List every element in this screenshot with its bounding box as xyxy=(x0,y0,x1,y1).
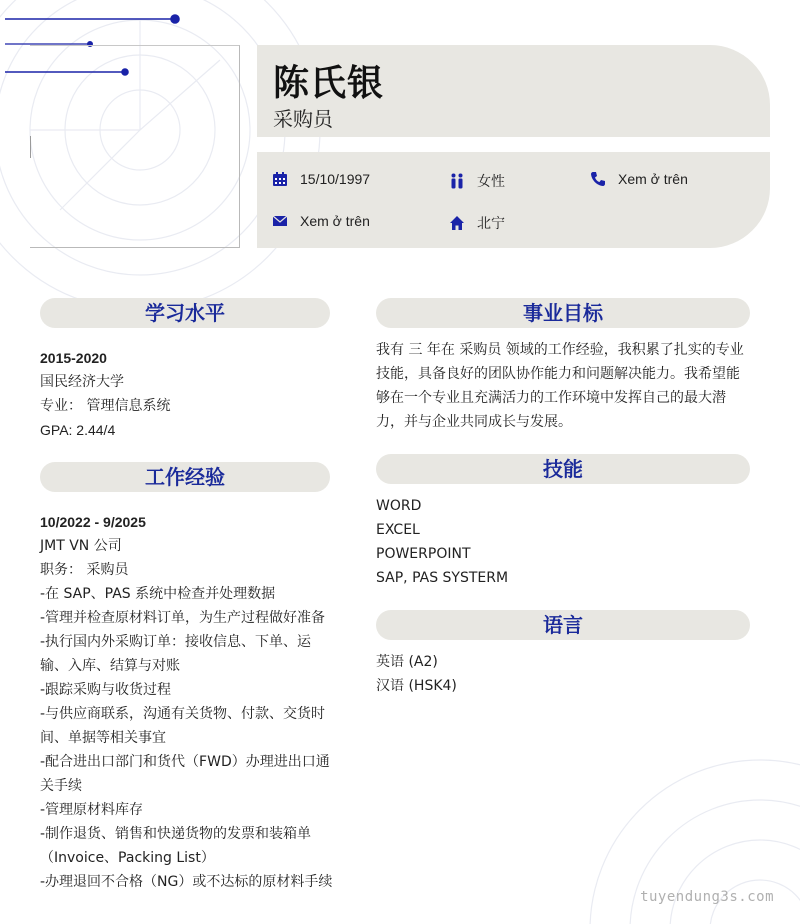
education-heading: 学习水平 xyxy=(40,298,330,328)
phone-item xyxy=(590,171,688,187)
birthdate-value: 15/10/1997 xyxy=(300,171,371,187)
experience-block xyxy=(40,510,340,894)
job-title: 采购员 xyxy=(273,107,333,131)
education-gpa: GPA: 2.44/4 xyxy=(40,422,116,438)
experience-position: 职务： 采购员 xyxy=(40,562,129,578)
photo-frame xyxy=(30,45,240,248)
watermark: tuyendung3s.com xyxy=(640,889,774,905)
home-icon xyxy=(449,215,465,231)
education-period: 2015-2020 xyxy=(40,350,107,366)
experience-line: -在 SAP、PAS 系统中检查并处理数据 xyxy=(40,586,276,602)
gender-value: 女性 xyxy=(477,173,505,189)
contact-panel xyxy=(257,152,770,248)
email-item xyxy=(272,213,370,229)
experience-line: -与供应商联系，沟通有关货物、付款、交货时 xyxy=(40,706,326,722)
experience-line: -执行国内外采购订单：接收信息、下单、运 xyxy=(40,634,312,650)
people-icon xyxy=(449,173,465,189)
experience-line: （Invoice、Packing List） xyxy=(40,850,215,866)
objective-heading: 事业目标 xyxy=(376,298,750,328)
email-value: Xem ở trên xyxy=(300,213,370,229)
languages-block xyxy=(376,650,756,698)
objective-line: 我有 三 年在 采购员 领域的工作经验，我积累了扎实的专业 xyxy=(376,342,744,358)
skills-heading: 技能 xyxy=(376,454,750,484)
language-item: 英语 (A2) xyxy=(376,654,438,670)
candidate-name: 陈氏银 xyxy=(273,63,385,104)
experience-line: 输、入库、结算与对账 xyxy=(40,658,180,674)
objective-line: 够在一个专业且充满活力的工作环境中发挥自己的最大潜 xyxy=(376,390,726,406)
experience-line: -办理退回不合格（NG）或不达标的原材料手续 xyxy=(40,874,333,890)
skill-item: SAP, PAS SYSTERM xyxy=(376,570,509,586)
skill-item: EXCEL xyxy=(376,522,420,538)
education-block xyxy=(40,346,340,442)
calendar-icon xyxy=(272,171,288,187)
experience-heading: 工作经验 xyxy=(40,462,330,492)
skills-block xyxy=(376,494,756,590)
experience-line: -配合进出口部门和货代（FWD）办理进出口通 xyxy=(40,754,330,770)
name-panel xyxy=(257,45,770,137)
objective-line: 技能，具备良好的团队协作能力和问题解决能力。我希望能 xyxy=(376,366,740,382)
language-item: 汉语 (HSK4) xyxy=(376,678,457,694)
gender-item xyxy=(449,171,505,191)
experience-company: JMT VN 公司 xyxy=(40,538,122,554)
phone-icon xyxy=(590,171,606,187)
skill-item: WORD xyxy=(376,498,422,514)
address-value: 北宁 xyxy=(477,215,505,231)
experience-line: -跟踪采购与收货过程 xyxy=(40,682,172,698)
frame-tick xyxy=(30,136,31,158)
objective-block xyxy=(376,338,756,434)
education-school: 国民经济大学 xyxy=(40,374,124,390)
experience-line: 间、单据等相关事宜 xyxy=(40,730,166,746)
objective-line: 力，并与企业共同成长与发展。 xyxy=(376,414,572,430)
experience-line: -管理原材料库存 xyxy=(40,802,144,818)
languages-heading: 语言 xyxy=(376,610,750,640)
phone-value: Xem ở trên xyxy=(618,171,688,187)
experience-line: 关手续 xyxy=(40,778,82,794)
mail-icon xyxy=(272,213,288,229)
experience-period: 10/2022 - 9/2025 xyxy=(40,514,146,530)
skill-item: POWERPOINT xyxy=(376,546,471,562)
address-item xyxy=(449,213,505,233)
experience-line: -管理并检查原材料订单，为生产过程做好准备 xyxy=(40,610,326,626)
experience-line: -制作退货、销售和快递货物的发票和装箱单 xyxy=(40,826,312,842)
education-major: 专业： 管理信息系统 xyxy=(40,398,171,414)
birthdate-item xyxy=(272,171,370,187)
